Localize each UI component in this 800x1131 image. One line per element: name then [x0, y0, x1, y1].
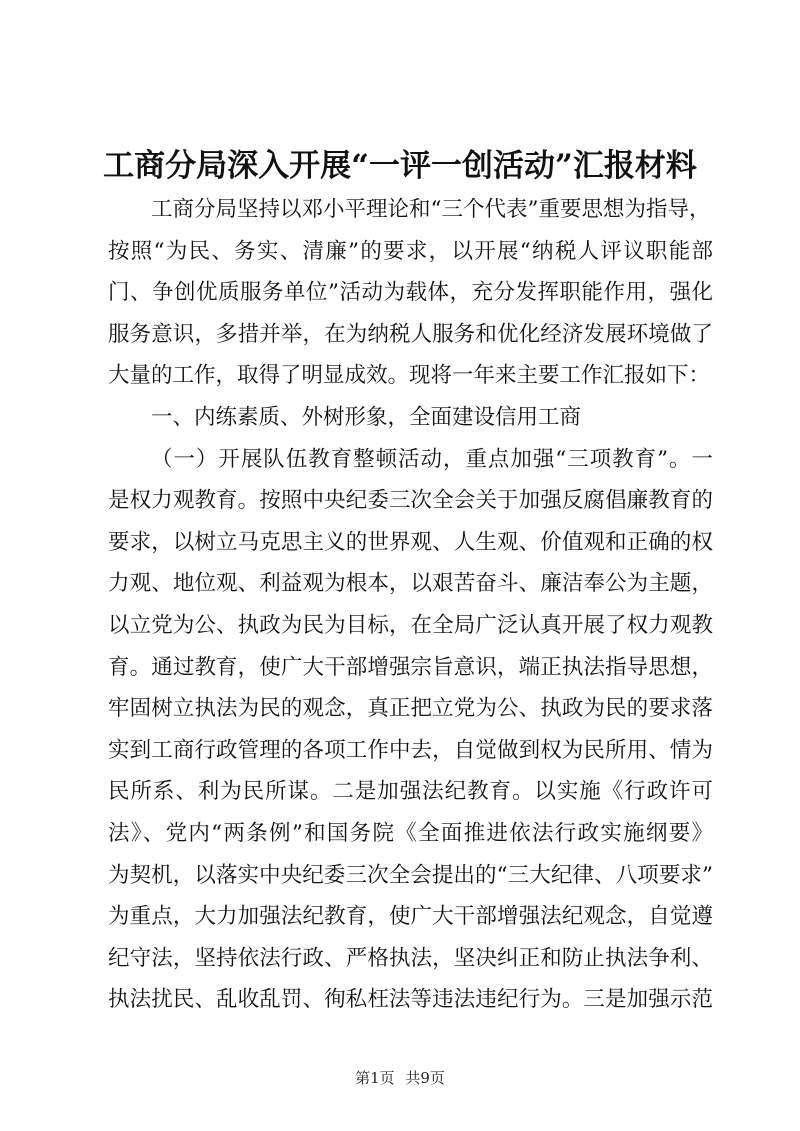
- paragraph-line: 育。通过教育，使广大干部增强宗旨意识，端正执法指导思想，: [108, 654, 713, 680]
- paragraph-line: 服务意识，多措并举，在为纳税人服务和优化经济发展环境做了: [108, 321, 713, 347]
- paragraph-line: 要求，以树立马克思主义的世界观、人生观、价值观和正确的权: [108, 529, 713, 555]
- page-total: 共9页: [405, 1069, 445, 1087]
- paragraph-line: 牢固树立执法为民的观念，真正把立党为公、执政为民的要求落: [108, 696, 713, 722]
- paragraph-line: 为契机，以落实中央纪委三次全会提出的“三大纪律、八项要求”: [108, 862, 713, 888]
- paragraph-line: 是权力观教育。按照中央纪委三次全会关于加强反腐倡廉教育的: [108, 488, 713, 514]
- paragraph-line: 法》、党内“两条例”和国务院《全面推进依法行政实施纲要》: [108, 820, 713, 846]
- page-title: 工商分局深入开展“一评一创活动”汇报材料: [103, 148, 697, 184]
- paragraph-line: 民所系、利为民所谋。二是加强法纪教育。以实施《行政许可: [108, 779, 713, 805]
- paragraph-line: 按照“为民、务实、清廉”的要求，以开展“纳税人评议职能部: [108, 238, 713, 264]
- paragraph-line: 为重点，大力加强法纪教育，使广大干部增强法纪观念，自觉遵: [108, 904, 713, 930]
- body-text: [108, 189, 713, 1021]
- paragraph-line: 力观、地位观、利益观为根本，以艰苦奋斗、廉洁奉公为主题，: [108, 571, 713, 597]
- paragraph-line: 实到工商行政管理的各项工作中去，自觉做到权为民所用、情为: [108, 737, 713, 763]
- paragraph-line: 门、争创优质服务单位”活动为载体，充分发挥职能作用，强化: [108, 280, 713, 306]
- page-number: 第1页: [355, 1069, 395, 1087]
- paragraph-line: 纪守法，坚持依法行政、严格执法，坚决纠正和防止执法争利、: [108, 945, 713, 971]
- paragraph-line: （一）开展队伍教育整顿活动，重点加强“三项教育”。一: [151, 446, 713, 472]
- paragraph-line: 大量的工作，取得了明显成效。现将一年来主要工作汇报如下：: [108, 363, 711, 389]
- paragraph-line: 以立党为公、执政为民为目标，在全局广泛认真开展了权力观教: [108, 612, 713, 638]
- paragraph-line: 工商分局坚持以邓小平理论和“三个代表”重要思想为指导，: [151, 197, 711, 222]
- paragraph-line: 执法扰民、乱收乱罚、徇私枉法等违法违纪行为。三是加强示范: [108, 987, 713, 1013]
- page-footer: [0, 1067, 800, 1088]
- section-heading: 一、内练素质、外树形象，全面建设信用工商: [151, 404, 582, 430]
